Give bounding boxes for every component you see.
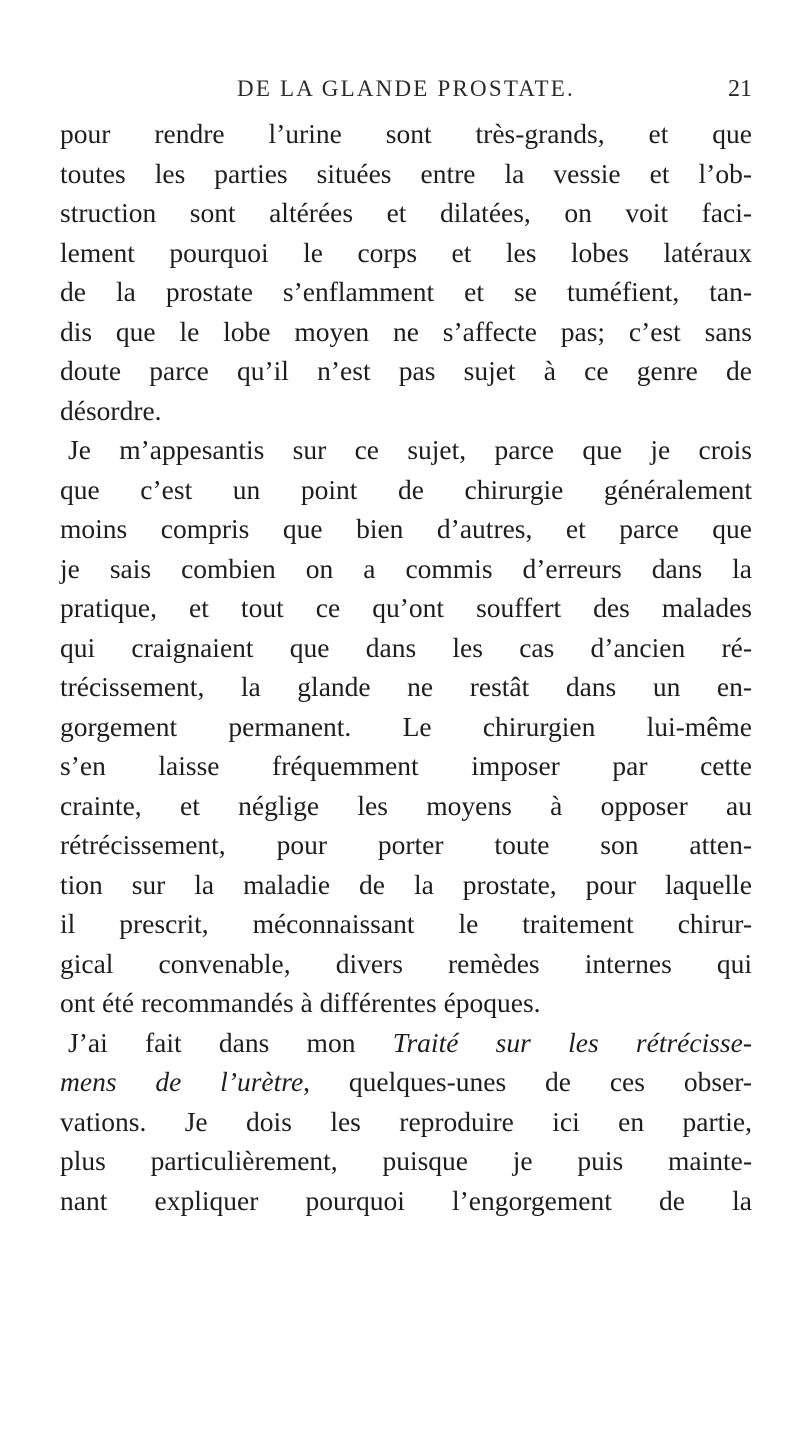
text-line <box>60 1062 752 1102</box>
text-line <box>60 1023 752 1063</box>
text-line: lement pourquoi le corps et les lobes latéraux <box>60 236 752 268</box>
text-line: crainte, et néglige les moyens à opposer au <box>60 789 752 821</box>
text-line: toutes les parties situées entre la vessie et l’ob- <box>60 157 752 189</box>
text-line: s’en laisse fréquemment imposer par cette <box>60 750 752 781</box>
text-line: gorgement permanent. Le chirurgien lui-même <box>60 710 752 742</box>
book-title-italic: Traité sur les rétrécisse- <box>392 1026 752 1058</box>
text-line: gical convenable, divers remèdes internes qui <box>60 947 752 979</box>
text-line: pour rendre l’urine sont très-grands, et que <box>60 118 752 149</box>
text-line: je sais combien on a commis d’erreurs dans la <box>60 552 752 584</box>
text-line: rétrécissement, pour porter toute son atten- <box>60 829 752 860</box>
text-line: ont été recommandés à différentes époques. <box>60 987 541 1018</box>
text-segment: J’ai fait dans mon <box>68 1026 393 1058</box>
text-line: Je m’appesantis sur ce sujet, parce que je crois <box>68 434 752 465</box>
page-number: 21 <box>728 76 752 102</box>
book-title-italic: mens de l’urètre <box>60 1066 304 1097</box>
running-head <box>60 76 752 112</box>
text-line: struction sont altérées et dilatées, on voit faci- <box>60 197 752 228</box>
text-line: de la prostate s’enflamment et se tuméfient, tan- <box>60 276 752 307</box>
text-line: plus particulièrement, puisque je puis mainte- <box>60 1145 752 1176</box>
text-line: doute parce qu’il n’est pas sujet à ce genre de <box>60 355 752 386</box>
text-line: pratique, et tout ce qu’ont souffert des malades <box>60 592 752 623</box>
text-line: trécissement, la glande ne restât dans un en- <box>60 671 752 702</box>
text-line: tion sur la maladie de la prostate, pour laquelle <box>60 868 752 900</box>
text-line: vations. Je dois les reproduire ici en partie, <box>60 1105 752 1137</box>
text-line: désordre. <box>60 394 162 426</box>
text-segment: , quelques-unes de ces obser- <box>303 1066 752 1097</box>
text-line: qui craignaient que dans les cas d’ancien ré- <box>60 631 752 663</box>
text-line: moins compris que bien d’autres, et parce que <box>60 513 752 544</box>
text-line: que c’est un point de chirurgie généralement <box>60 473 752 505</box>
running-title: DE LA GLANDE PROSTATE. <box>237 76 575 101</box>
text-line: nant expliquer pourquoi l’engorgement de la <box>60 1184 752 1216</box>
body-text <box>60 114 752 1220</box>
text-line: il prescrit, méconnaissant le traitement chirur- <box>60 908 752 939</box>
text-line: dis que le lobe moyen ne s’affecte pas; c’est sans <box>60 315 752 347</box>
